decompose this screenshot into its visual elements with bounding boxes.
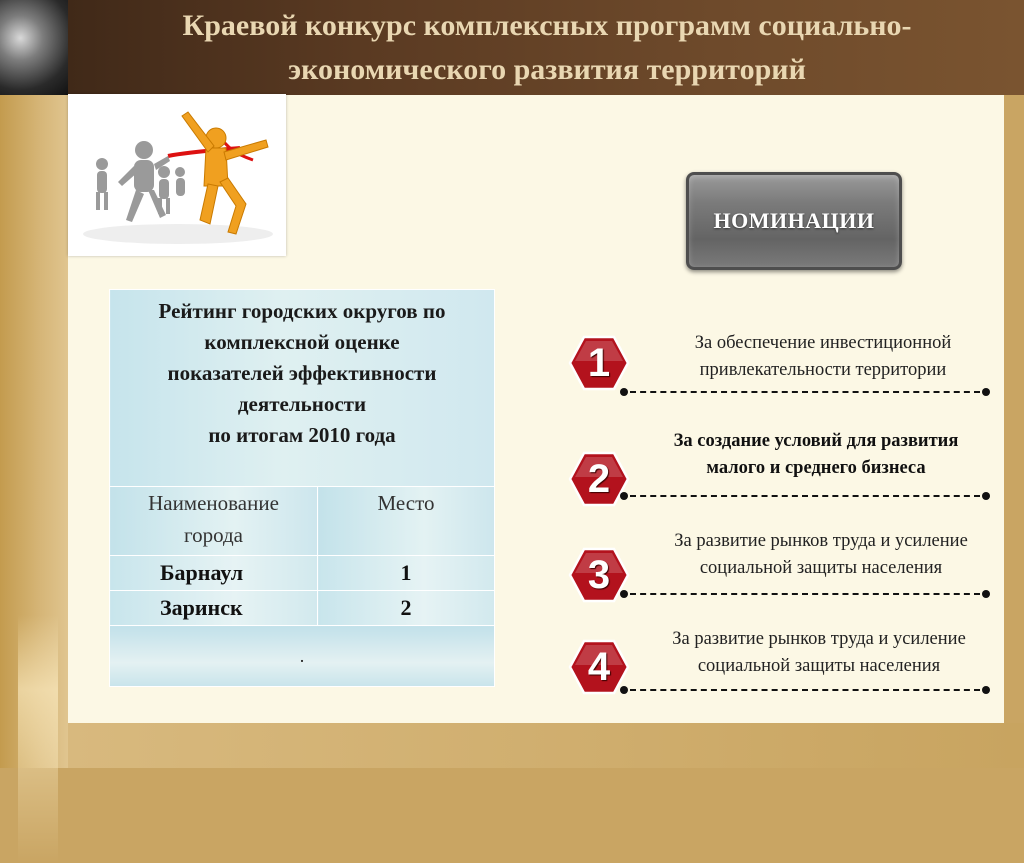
nomination-2-line: За создание условий для развития	[673, 431, 959, 451]
dash-end-dot	[982, 686, 990, 694]
table-row	[110, 591, 495, 626]
heading-line: деятельности	[237, 392, 367, 416]
nomination-2-number: 2	[587, 457, 611, 501]
nomination-4-line: За развитие рынков труда и усиление	[672, 629, 966, 649]
dash-end-dot	[982, 492, 990, 500]
nomination-3-divider	[630, 593, 980, 595]
dash-start-dot	[620, 492, 628, 500]
nomination-2-text	[636, 428, 996, 482]
nomination-1-text	[640, 330, 1006, 384]
heading-line: по итогам 2010 года	[208, 423, 396, 447]
title-line-2: экономического развития территорий	[288, 53, 806, 86]
nomination-3-line: За развитие рынков труда и усиление	[674, 531, 968, 551]
nomination-1-divider	[630, 391, 980, 393]
nominations-button[interactable]	[686, 172, 902, 270]
nominations-button-label: НОМИНАЦИИ	[713, 208, 875, 233]
nomination-3-number: 3	[587, 553, 611, 597]
column-header-city-line: Наименование	[148, 491, 279, 515]
column-header-place-label: Место	[377, 491, 435, 515]
nomination-2-line: малого и среднего бизнеса	[706, 458, 926, 478]
place-cell: 2	[318, 591, 495, 626]
nomination-3-line: социальной защиты населения	[699, 558, 943, 578]
header-photo	[0, 0, 68, 95]
column-header-place	[318, 487, 495, 556]
table-row	[110, 556, 495, 591]
nomination-1-line: За обеспечение инвестиционной	[694, 333, 952, 353]
title-line-1: Краевой конкурс комплексных программ социально-	[182, 9, 912, 42]
bottom-band	[68, 723, 1024, 768]
dash-start-dot	[620, 590, 628, 598]
nomination-2-badge	[568, 450, 630, 508]
nomination-2-divider	[630, 495, 980, 497]
heading-line: показателей эффективности	[167, 361, 437, 385]
column-header-city-line: города	[184, 523, 243, 547]
dash-start-dot	[620, 686, 628, 694]
dash-end-dot	[982, 388, 990, 396]
rating-table	[109, 289, 495, 687]
place-cell: 1	[318, 556, 495, 591]
slide-header	[0, 0, 1024, 95]
dash-start-dot	[620, 388, 628, 396]
city-cell: Заринск	[110, 591, 318, 626]
rating-table-heading	[110, 290, 495, 487]
slide-title	[70, 4, 1024, 92]
column-header-city	[110, 487, 318, 556]
nomination-4-line: социальной защиты населения	[697, 656, 941, 676]
table-footer: .	[110, 626, 495, 687]
heading-line: Рейтинг городских округов по	[158, 299, 446, 323]
left-decor-strip	[0, 95, 68, 768]
runners-icon	[68, 94, 286, 256]
nomination-1-number: 1	[587, 341, 611, 385]
nomination-4-divider	[630, 689, 980, 691]
nomination-4-text	[634, 626, 1004, 680]
nomination-3-text	[636, 528, 1006, 582]
nomination-1-badge	[568, 334, 630, 392]
city-cell: Барнаул	[110, 556, 318, 591]
winner-illustration	[68, 94, 286, 256]
strip-glow	[18, 615, 58, 863]
dash-end-dot	[982, 590, 990, 598]
nomination-4-number: 4	[587, 645, 611, 689]
nomination-1-line: привлекательности территории	[699, 360, 947, 380]
heading-line: комплексной оценке	[204, 330, 400, 354]
